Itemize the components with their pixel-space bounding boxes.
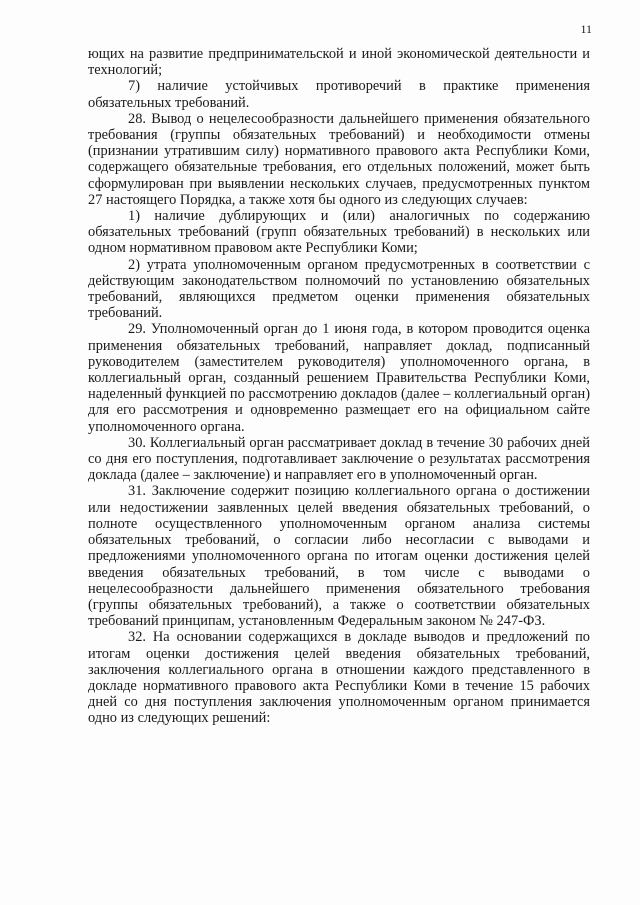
document-body bbox=[88, 46, 590, 727]
paragraph-32: 32. На основании содержащихся в докладе выводов и предложений по итогам оценки достижения целей введения обязательных требований, заключения коллегиального органа в отношении каждого представленного в докладе нормативного правового акта Республики Коми в течение 15 рабочих дней со дня поступления заключения уполномоченным органом принимается одно из следующих решений: bbox=[88, 629, 590, 727]
paragraph-31: 31. Заключение содержит позицию коллегиального органа о достижении или недостижении заявленных целей введения обязательных требований, о полноте осуществленного уполномоченным органом анализа системы обязательных требований, о согласии либо несогласии с выводами и предложениями уполномоченного органа по итогам оценки достижения целей введения обязательных требований, в том числе с выводами о нецелесообразности дальнейшего применения обязательного требования (группы обязательных требований), а также о соответствии обязательных требований принципам, установленным Федеральным законом № 247-ФЗ. bbox=[88, 483, 590, 630]
paragraph-30: 30. Коллегиальный орган рассматривает доклад в течение 30 рабочих дней со дня его поступления, подготавливает заключение о результатах рассмотрения доклада (далее – заключение) и направляет его в уполномоченный орган. bbox=[88, 434, 590, 484]
paragraph-28-item-2: 2) утрата уполномоченным органом предусмотренных в соответствии с действующим законодательством полномочий по установлению обязательных требований, являющихся предметом оценки применения обязательных требований. bbox=[88, 256, 590, 322]
paragraph-continuation: ющих на развитие предпринимательской и иной экономической деятельности и технологий; bbox=[88, 46, 590, 79]
paragraph-item-7: 7) наличие устойчивых противоречий в практике применения обязательных требований. bbox=[88, 78, 590, 111]
paragraph-29: 29. Уполномоченный орган до 1 июня года, в котором проводится оценка применения обязательных требований, направляет доклад, подписанный руководителем (заместителем руководителя) уполномоченного органа, в коллегиальный орган, созданный решением Правительства Республики Коми, наделенный функцией по рассмотрению докладов (далее – коллегиальный орган) для его рассмотрения и одновременно размещает его на официальном сайте уполномоченного органа. bbox=[88, 321, 590, 435]
page-number: 11 bbox=[580, 22, 592, 36]
paragraph-28: 28. Вывод о нецелесообразности дальнейшего применения обязательного требования (группы обязательных требований) и необходимости отмены (признании утратившим силу) нормативного правового акта Республики Коми, содержащего обязательные требования, его отдельных положений, может быть сформулирован при выявлении нескольких случаев, предусмотренных пунктом 27 настоящего Порядка, а также хотя бы одного из следующих случаев: bbox=[88, 110, 590, 208]
paragraph-28-item-1: 1) наличие дублирующих и (или) аналогичных по содержанию обязательных требований (групп обязательных требований) в нескольких или одном нормативном правовом акте Республики Коми; bbox=[88, 208, 590, 257]
